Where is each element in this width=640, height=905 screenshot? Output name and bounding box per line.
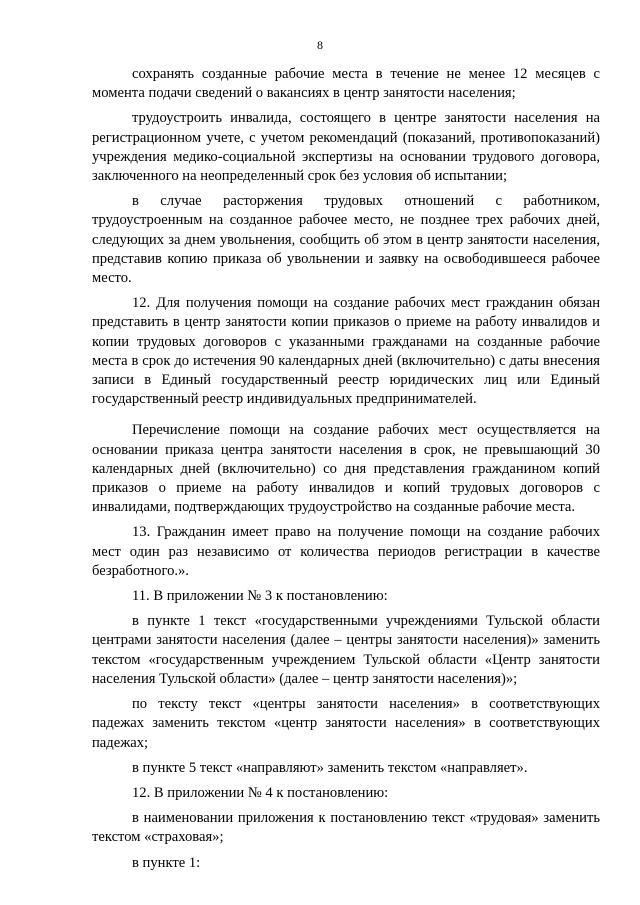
paragraph: по тексту текст «центры занятости населения» в соответствующих падежах заменить текстом «центр занятости населения» в соответствующих падежах;: [92, 696, 600, 751]
paragraph: Перечисление помощи на создание рабочих мест осуществляется на основании приказа центра занятости населения в срок, не превышающий 30 календарных дней (включительно) со дня представления гражданином копий приказов о приеме на работу инвалидов и копий трудовых договоров с инвалидами, подтверждающих трудоустройство на созданные рабочие места.: [92, 422, 600, 516]
paragraph: сохранять созданные рабочие места в течение не менее 12 месяцев с момента подачи сведений о вакансиях в центр занятости населения;: [92, 66, 600, 102]
paragraph: в пункте 5 текст «направляют» заменить текстом «направляет».: [132, 759, 528, 776]
paragraph: 12. В приложении № 4 к постановлению:: [132, 784, 389, 801]
paragraph: трудоустроить инвалида, состоящего в центре занятости населения на регистрационном учете, с учетом рекомендаций (показаний, противопоказаний) учреждения медико-социальной экспертизы на основании трудового договора, заключенного на неопределенный срок без условия об испытании;: [92, 110, 600, 185]
paragraph: 11. В приложении № 3 к постановлению:: [132, 588, 388, 605]
document-body: [92, 65, 600, 873]
paragraph: в случае расторжения трудовых отношений с работником, трудоустроенным на созданное рабочее место, не позднее трех рабочих дней, следующих за днем увольнения, сообщить об этом в центр занятости населения, представив копию приказа об увольнении и заявку на освободившееся рабочее место.: [92, 193, 600, 287]
paragraph: 12. Для получения помощи на создание рабочих мест гражданин обязан представить в центр занятости копии приказов о приеме на работу инвалидов и копии трудовых договоров с указанными гражданами на созданные рабочие места в срок до истечения 90 календарных дней (включительно) с даты внесения записи в Единый государственный реестр юридических лиц или Единый государственный реестр индивидуальных предпринимателей.: [92, 295, 600, 408]
page-number: 8: [317, 38, 323, 52]
paragraph: 13. Гражданин имеет право на получение помощи на создание рабочих мест один раз независимо от количества периодов регистрации в качестве безработного.».: [92, 524, 600, 579]
paragraph: в пункте 1 текст «государственными учреждениями Тульской области центрами занятости населения (далее – центры занятости населения)» заменить текстом «государственным учреждением Тульской области «Центр занятости населения Тульской области» (далее – центр занятости населения)»;: [92, 613, 600, 687]
paragraph: в пункте 1:: [132, 854, 201, 871]
paragraph: в наименовании приложения к постановлению текст «трудовая» заменить текстом «страховая»;: [92, 810, 600, 846]
